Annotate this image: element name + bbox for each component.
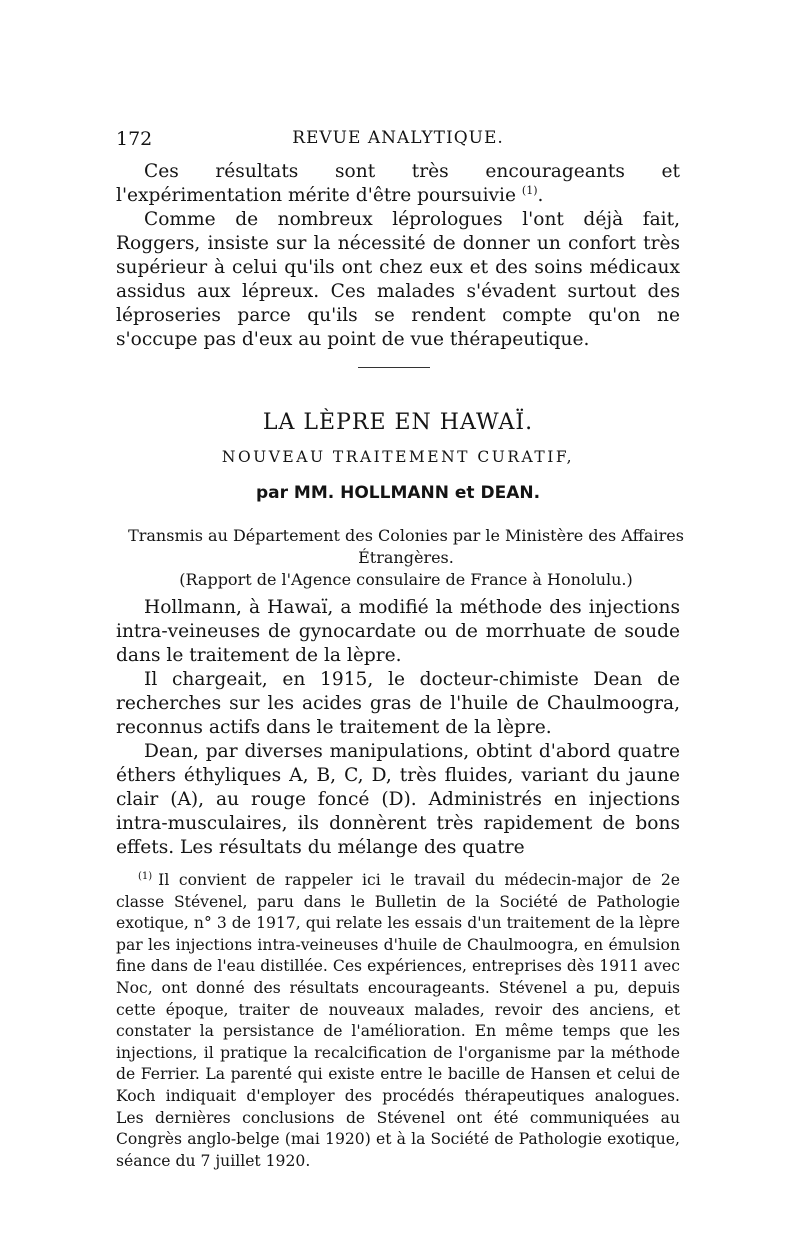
article-paragraph: Hollmann, à Hawaï, a modifié la méthode des injections intra-veineuses de gynocardate ou de morrhuate de soude dans le traitement de la lèpre. (116, 597, 680, 666)
footnote-reference: (1) (521, 183, 538, 197)
intro-paragraph-1-end: . (537, 185, 544, 206)
transmission-line-1: Transmis au Département des Colonies par le Ministère des Affaires Étrangères. (128, 526, 684, 567)
article-authors: par MM. HOLLMANN et DEAN. (255, 483, 541, 503)
footnote-mark: (1) (138, 870, 153, 882)
running-head: REVUE ANALYTIQUE. (292, 128, 504, 148)
intro-paragraph-1 (116, 160, 680, 208)
article-paragraph: Dean, par diverses manipulations, obtint d'abord quatre éthers éthyliques A, B, C, D, très fluides, variant du jaune clair (A), au rouge foncé (D). Administrés en injections intra-musculaires, ils donnèrent très rapidement de bons effets. Les résultats du mélange des quatre (116, 741, 680, 858)
article-body (116, 596, 680, 860)
intro-paragraph-1-text: Ces résultats sont très encourageants et l'expérimentation mérite d'être poursuivie (116, 161, 680, 206)
transmission-line-2: (Rapport de l'Agence consulaire de France à Honolulu.) (179, 570, 633, 589)
page-header (116, 128, 680, 154)
article-paragraph: Il chargeait, en 1915, le docteur-chimiste Dean de recherches sur les acides gras de l'huile de Chaulmoogra, reconnus actifs dans le traitement de la lèpre. (116, 669, 680, 738)
article-subtitle: NOUVEAU TRAITEMENT CURATIF, (221, 448, 575, 466)
article-title: LA LÈPRE EN HAWAÏ. (262, 410, 534, 435)
page-number: 172 (116, 128, 153, 150)
intro-section (116, 160, 680, 352)
footnote (116, 870, 680, 1172)
intro-paragraph-2: Comme de nombreux léprologues l'ont déjà fait, Roggers, insiste sur la nécessité de donner un confort très supérieur à celui qu'ils ont chez eux et des soins médicaux assidus aux lépreux. Ces malades s'évadent surtout des léproseries parce qu'ils se rendent compte qu'on ne s'occupe pas d'eux au point de vue thérapeutique. (116, 209, 680, 350)
section-divider (358, 367, 430, 368)
footnote-paragraph (116, 870, 680, 1172)
transmission-note (116, 525, 696, 591)
footnote-text: Il convient de rappeler ici le travail du médecin-major de 2e classe Stévenel, paru dans le Bulletin de la Société de Pathologie exotique, n° 3 de 1917, qui relate les essais d'un traitement de la lèpre par les injections intra-veineuses d'huile de Chaulmoogra, en émulsion fine dans de l'eau distillée. Ces expériences, entreprises dès 1911 avec Noc, ont donné des résultats encourageants. Stévenel a pu, depuis cette époque, traiter de nouveaux malades, revoir des anciens, et constater la persistance de l'amélioration. En même temps que les injections, il pratique la recalcification de l'organisme par la méthode de Ferrier. La parenté qui existe entre le bacille de Hansen et celui de Koch indiquait d'employer des procédés thérapeutiques analogues. Les dernières conclusions de Stévenel ont été communiquées au Congrès anglo-belge (mai 1920) et à la Société de Pathologie exotique, séance du 7 juillet 1920. (116, 871, 680, 1170)
